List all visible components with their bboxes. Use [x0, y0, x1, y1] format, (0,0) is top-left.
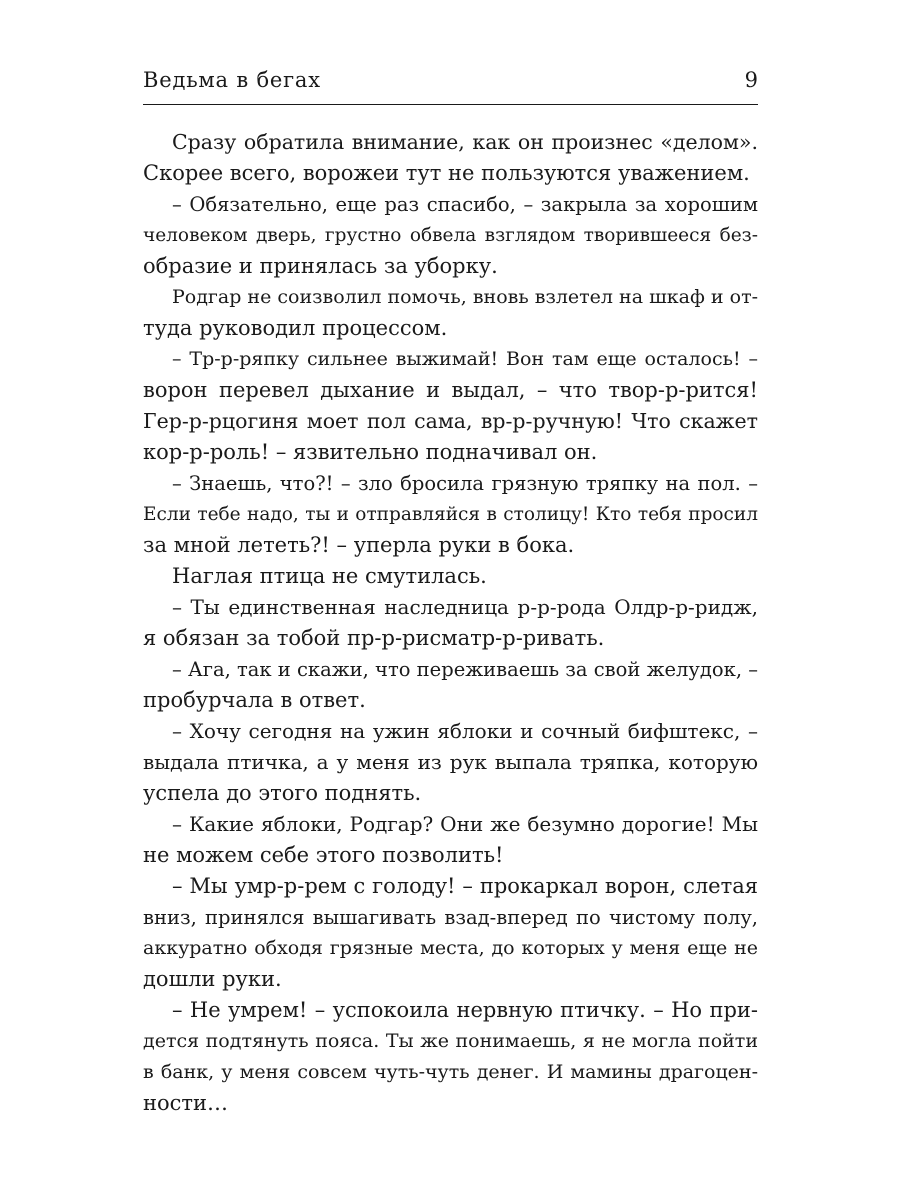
text-line: я обязан за тобой пр-р-рисматр-р-ривать.	[143, 626, 605, 650]
text-line: – Мы умр-р-рем с голоду! – прокаркал ворон, слетая	[172, 874, 758, 898]
text-line: – Хочу сегодня на ужин яблоки и сочный бифштекс, –	[172, 719, 758, 743]
page-number: 9	[744, 68, 758, 92]
body-text	[143, 127, 758, 1119]
text-line: Скорее всего, ворожеи тут не пользуются уважением.	[143, 161, 750, 185]
text-line: человеком дверь, грустно обвела взглядом творившееся без-	[143, 225, 758, 246]
text-line: Гер-р-рцогиня моет пол сама, вр-р-ручную! Что скажет	[143, 409, 758, 433]
text-line: Наглая птица не смутилась.	[172, 564, 487, 588]
text-line: вниз, принялся вышагивать взад-вперед по чистому полу,	[143, 906, 758, 929]
text-line: – Тр-р-ряпку сильнее выжимай! Вон там еще осталось! –	[172, 348, 758, 370]
text-line: аккуратно обходя грязные места, до которых у меня еще не	[143, 937, 758, 959]
header-rule	[143, 104, 758, 105]
text-line: – Не умрем! – успокоила нервную птичку. – Но при-	[172, 998, 758, 1022]
text-line: образие и принялась за уборку.	[143, 254, 498, 278]
text-line: – Ты единственная наследница р-р-рода Олдр-р-ридж,	[172, 595, 758, 619]
text-line: Родгар не соизволил помочь, вновь взлетел на шкаф и от-	[172, 286, 758, 308]
text-line: туда руководил процессом.	[143, 316, 448, 340]
text-line: кор-р-роль! – язвительно подначивал он.	[143, 440, 598, 464]
text-line: дошли руки.	[143, 967, 282, 991]
text-line: успела до этого поднять.	[143, 781, 422, 805]
running-header	[143, 62, 758, 102]
text-line: ворон перевел дыхание и выдал, – что твор-р-рится!	[143, 378, 758, 402]
text-line: – Ага, так и скажи, что переживаешь за свой желудок, –	[172, 658, 758, 681]
text-line: Сразу обратила внимание, как он произнес «делом».	[172, 130, 758, 154]
text-line: пробурчала в ответ.	[143, 688, 366, 712]
text-line: Если тебе надо, ты и отправляйся в столицу! Кто тебя просил	[143, 504, 758, 525]
text-line: дется подтянуть пояса. Ты же понимаешь, я не могла пойти	[143, 1030, 758, 1052]
text-line: – Обязательно, еще раз спасибо, – закрыла за хорошим	[172, 193, 758, 216]
running-title: Ведьма в бегах	[143, 68, 321, 92]
text-line: в банк, у меня совсем чуть-чуть денег. И мамины драгоцен-	[143, 1061, 758, 1083]
text-line: ности…	[143, 1091, 229, 1115]
text-line: – Какие яблоки, Родгар? Они же безумно дорогие! Мы	[172, 812, 758, 836]
text-line: выдала птичка, а у меня из рук выпала тряпка, которую	[143, 750, 758, 774]
text-line: не можем себе этого позволить!	[143, 843, 504, 867]
text-line: – Знаешь, что?! – зло бросила грязную тряпку на пол. –	[172, 472, 758, 495]
text-line: за мной лететь?! – уперла руки в бока.	[143, 533, 575, 557]
